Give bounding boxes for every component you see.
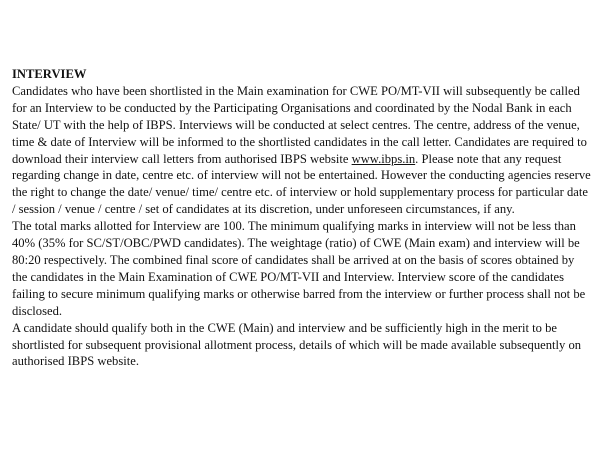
paragraph-interview-marks: The total marks allotted for Interview are 100. The minimum qualifying marks in interview will not be less than 40% (35% for SC/ST/OBC/PWD candidates). The weightage (ratio) of CWE (Main exam) and interview will be 80:20 respectively. The combined final score of candidates shall be arrived at on the basis of scores obtained by the candidates in the Main Examination of CWE PO/MT-VII and Interview. Interview score of the candidates failing to secure minimum qualifying marks or otherwise barred from the interview or further process shall not be disclosed.: [12, 219, 586, 318]
paragraph-interview-process-text-end: . Please note that any request regarding change in date, centre etc. of interview will not be entertained. However the conducting agencies reserve the right to change the date/ venue/ time/ centre etc. of interview or hold supplementary process for particular date / session / venue / centre / set of candidates at its discretion, under unforeseen circumstances, if any.: [12, 151, 591, 217]
paragraph-interview-process-text-start: Candidates who have been shortlisted in the Main examination for CWE PO/MT-VII will subsequently be called for an Interview to be conducted by the Participating Organisations and coordinated by the Nodal Bank in each State/ UT with the help of IBPS. Interviews will be conducted at select centres. The centre, address of the venue, time & date of Interview will be informed to the shortlisted candidates in the call letter. Candidates are required to download their interview call letters from authorised IBPS website: [12, 83, 587, 166]
section-heading: INTERVIEW: [12, 67, 87, 81]
document-body: [12, 66, 592, 370]
paragraph-qualification: A candidate should qualify both in the CWE (Main) and interview and be sufficiently high in the merit to be shortlisted for subsequent provisional allotment process, details of which will be made available subsequently on authorised IBPS website.: [12, 320, 582, 369]
paragraph-interview-process: [12, 83, 592, 218]
ibps-website-link[interactable]: www.ibps.in: [351, 151, 416, 166]
